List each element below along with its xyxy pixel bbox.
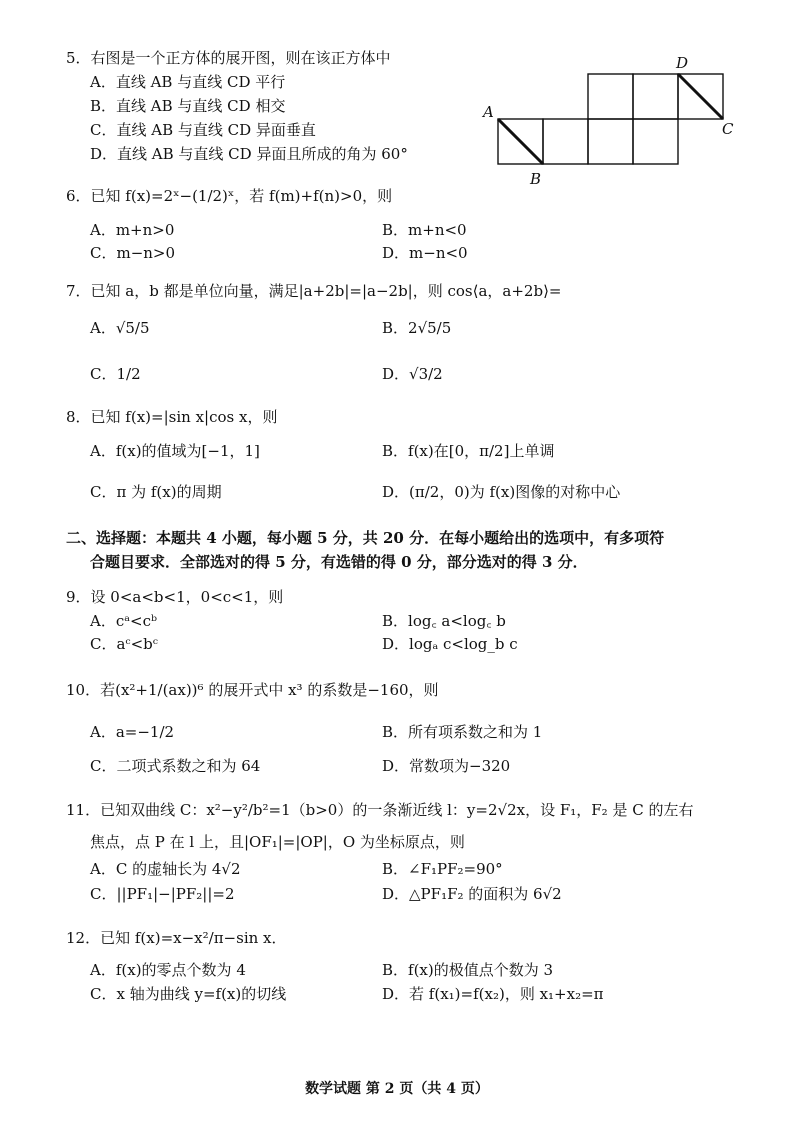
q12-option-c: C．x 轴为曲线 y=f(x)的切线 bbox=[90, 985, 287, 1003]
q10-option-c: C．二项式系数之和为 64 bbox=[90, 757, 261, 775]
q12-option-b: B．f(x)的极值点个数为 3 bbox=[382, 961, 554, 979]
q11-option-d: D．△PF₁F₂ 的面积为 6√2 bbox=[382, 885, 562, 903]
q6-option-c: C．m−n>0 bbox=[90, 244, 176, 262]
q11-stem-line1: 11．已知双曲线 C：x²−y²/b²=1（b>0）的一条渐近线 l：y=2√2x，设 F₁，F₂ 是 C 的左右 bbox=[66, 801, 694, 819]
q10-option-a: A．a=−1/2 bbox=[90, 723, 175, 741]
q5-option-d: D．直线 AB 与直线 CD 异面且所成的角为 60° bbox=[90, 145, 408, 163]
cube-net-figure bbox=[478, 50, 738, 190]
page-footer: 数学试题 第 2 页（共 4 页） bbox=[305, 1081, 489, 1097]
label-d: D bbox=[676, 54, 689, 72]
q9-option-a: A．cᵃ<cᵇ bbox=[90, 612, 157, 630]
q11-stem-line2: 焦点，点 P 在 l 上，且|OF₁|=|OP|，O 为坐标原点，则 bbox=[90, 833, 465, 851]
q6-option-b: B．m+n<0 bbox=[382, 221, 467, 239]
q7-stem: 7．已知 a，b 都是单位向量，满足|a+2b|=|a−2b|，则 cos⟨a，a+2b⟩= bbox=[66, 282, 562, 300]
q8-option-b: B．f(x)在[0，π/2]上单调 bbox=[382, 442, 555, 460]
q8-option-a: A．f(x)的值域为[−1，1] bbox=[90, 442, 260, 460]
q9-stem: 9．设 0<a<b<1，0<c<1，则 bbox=[66, 588, 284, 606]
label-b: B bbox=[530, 170, 542, 188]
q5-option-a: A．直线 AB 与直线 CD 平行 bbox=[90, 73, 286, 91]
q9-option-c: C．aᶜ<bᶜ bbox=[90, 635, 158, 653]
q6-option-d: D．m−n<0 bbox=[382, 244, 468, 262]
q11-option-c: C．||PF₁|−|PF₂||=2 bbox=[90, 885, 235, 903]
q12-option-d: D．若 f(x₁)=f(x₂)，则 x₁+x₂=π bbox=[382, 985, 604, 1003]
q11-option-a: A．C 的虚轴长为 4√2 bbox=[90, 860, 241, 878]
q5-option-c: C．直线 AB 与直线 CD 异面垂直 bbox=[90, 121, 316, 139]
q8-option-d: D．(π/2，0)为 f(x)图像的对称中心 bbox=[382, 483, 621, 501]
q12-stem: 12．已知 f(x)=x−x²/π−sin x． bbox=[66, 929, 287, 947]
q7-option-b: B．2√5/5 bbox=[382, 319, 452, 337]
q9-option-d: D．logₐ c<log_b c bbox=[382, 635, 518, 653]
q7-option-a: A．√5/5 bbox=[90, 319, 150, 337]
q8-stem: 8．已知 f(x)=|sin x|cos x，则 bbox=[66, 408, 278, 426]
q10-option-b: B．所有项系数之和为 1 bbox=[382, 723, 543, 741]
section2-heading-line1: 二、选择题：本题共 4 小题，每小题 5 分，共 20 分．在每小题给出的选项中，有多项符 bbox=[66, 529, 665, 547]
q11-option-b: B．∠F₁PF₂=90° bbox=[382, 860, 503, 878]
q8-option-c: C．π 为 f(x)的周期 bbox=[90, 483, 222, 501]
q10-stem: 10．若(x²+1/(ax))⁶ 的展开式中 x³ 的系数是−160，则 bbox=[66, 681, 439, 699]
q7-option-c: C．1/2 bbox=[90, 365, 141, 383]
q7-option-d: D．√3/2 bbox=[382, 365, 443, 383]
q6-stem: 6．已知 f(x)=2ˣ−(1/2)ˣ，若 f(m)+f(n)>0，则 bbox=[66, 187, 393, 205]
label-c: C bbox=[722, 120, 734, 138]
q5-option-b: B．直线 AB 与直线 CD 相交 bbox=[90, 97, 286, 115]
q5-stem: 5．右图是一个正方体的展开图，则在该正方体中 bbox=[66, 49, 391, 67]
section2-heading-line2: 合题目要求．全部选对的得 5 分，有选错的得 0 分，部分选对的得 3 分． bbox=[90, 553, 588, 571]
label-a: A bbox=[483, 103, 494, 121]
q9-option-b: B．log꜀ a<log꜀ b bbox=[382, 612, 506, 630]
q10-option-d: D．常数项为−320 bbox=[382, 757, 511, 775]
q6-option-a: A．m+n>0 bbox=[90, 221, 175, 239]
q12-option-a: A．f(x)的零点个数为 4 bbox=[90, 961, 246, 979]
